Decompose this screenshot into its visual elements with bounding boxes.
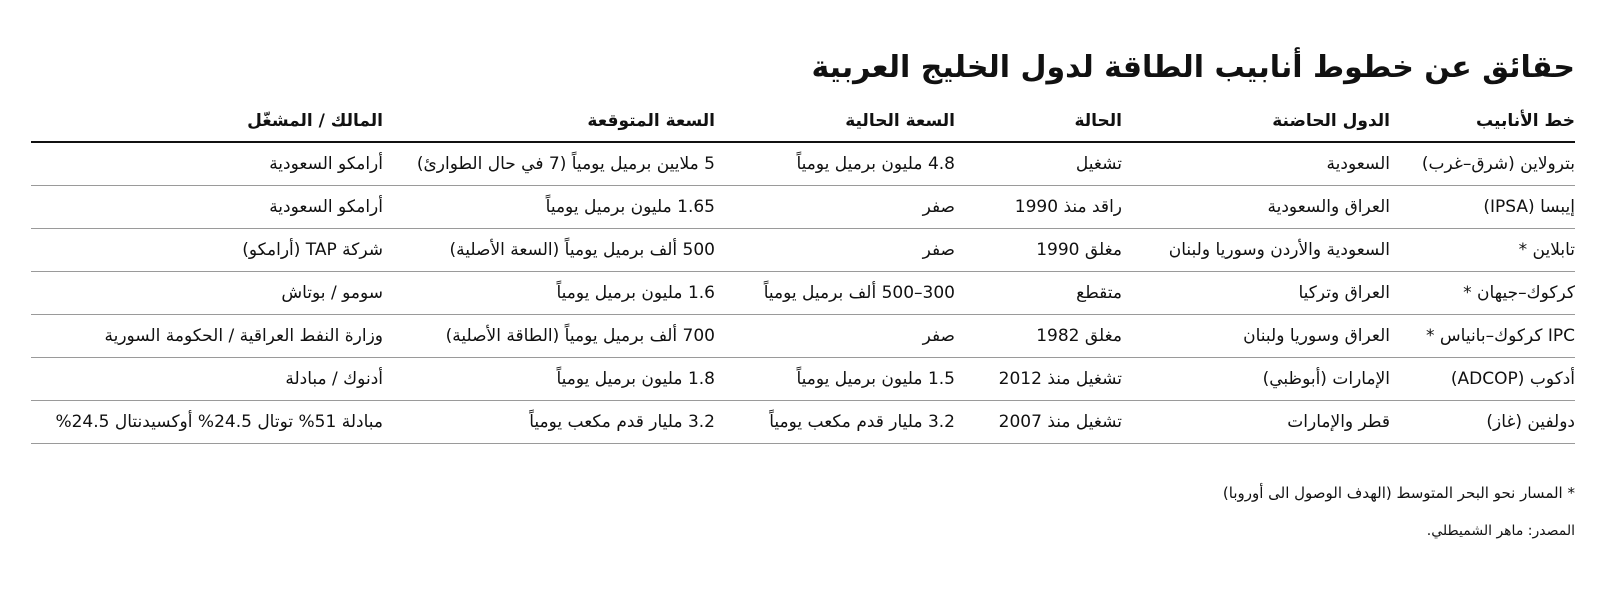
cell-owner-operator: مبادلة 51% توتال 24.5% أوكسيدنتال 24.5% [31, 401, 383, 444]
cell-current-capacity: 4.8 مليون برميل يومياً [715, 142, 955, 186]
cell-current-capacity: 3.2 مليار قدم مكعب يومياً [715, 401, 955, 444]
cell-pipeline: إيبسا (IPSA) [1390, 186, 1575, 229]
table-row [31, 315, 1575, 358]
cell-status: تشغيل منذ 2012 [955, 358, 1122, 401]
cell-owner-operator: وزارة النفط العراقية / الحكومة السورية [31, 315, 383, 358]
cell-pipeline: كركوك–جيهان * [1390, 272, 1575, 315]
cell-current-capacity: صفر [715, 186, 955, 229]
cell-pipeline: IPC كركوك–بانياس * [1390, 315, 1575, 358]
cell-host-countries: العراق والسعودية [1122, 186, 1390, 229]
cell-current-capacity: صفر [715, 229, 955, 272]
cell-status: مغلق 1990 [955, 229, 1122, 272]
page-title: حقائق عن خطوط أنابيب الطاقة لدول الخليج العربية [811, 50, 1575, 85]
cell-pipeline: بترولاين (شرق–غرب) [1390, 142, 1575, 186]
table-row [31, 142, 1575, 186]
cell-owner-operator: شركة TAP (أرامكو) [31, 229, 383, 272]
cell-current-capacity: 300–500 ألف برميل يومياً [715, 272, 955, 315]
cell-host-countries: العراق وتركيا [1122, 272, 1390, 315]
cell-status: متقطع [955, 272, 1122, 315]
column-header-current-capacity: السعة الحالية [715, 100, 955, 142]
pipelines-table [31, 100, 1575, 444]
cell-status: مغلق 1982 [955, 315, 1122, 358]
cell-status: تشغيل منذ 2007 [955, 401, 1122, 444]
cell-host-countries: العراق وسوريا ولبنان [1122, 315, 1390, 358]
cell-status: راقد منذ 1990 [955, 186, 1122, 229]
cell-expected-capacity: 3.2 مليار قدم مكعب يومياً [383, 401, 715, 444]
cell-expected-capacity: 1.65 مليون برميل يومياً [383, 186, 715, 229]
table-row [31, 358, 1575, 401]
table-row [31, 229, 1575, 272]
cell-expected-capacity: 5 ملايين برميل يومياً (7 في حال الطوارئ) [383, 142, 715, 186]
cell-pipeline: تابلاين * [1390, 229, 1575, 272]
column-header-host-countries: الدول الحاضنة [1122, 100, 1390, 142]
cell-expected-capacity: 700 ألف برميل يومياً (الطاقة الأصلية) [383, 315, 715, 358]
table-row [31, 272, 1575, 315]
cell-owner-operator: أدنوك / مبادلة [31, 358, 383, 401]
cell-expected-capacity: 1.8 مليون برميل يومياً [383, 358, 715, 401]
column-header-owner-operator: المالك / المشغّل [31, 100, 383, 142]
column-header-expected-capacity: السعة المتوقعة [383, 100, 715, 142]
column-header-pipeline: خط الأنابيب [1390, 100, 1575, 142]
cell-host-countries: الإمارات (أبوظبي) [1122, 358, 1390, 401]
column-header-status: الحالة [955, 100, 1122, 142]
cell-pipeline: دولفين (غاز) [1390, 401, 1575, 444]
table-header-row [31, 100, 1575, 142]
source-credit: المصدر: ماهر الشميطلي. [1426, 523, 1575, 539]
cell-host-countries: السعودية [1122, 142, 1390, 186]
cell-current-capacity: صفر [715, 315, 955, 358]
cell-host-countries: قطر والإمارات [1122, 401, 1390, 444]
infographic [31, 0, 1575, 592]
cell-owner-operator: أرامكو السعودية [31, 186, 383, 229]
cell-expected-capacity: 500 ألف برميل يومياً (السعة الأصلية) [383, 229, 715, 272]
cell-pipeline: أدكوب (ADCOP) [1390, 358, 1575, 401]
cell-expected-capacity: 1.6 مليون برميل يومياً [383, 272, 715, 315]
table-row [31, 401, 1575, 444]
footnote: * المسار نحو البحر المتوسط (الهدف الوصول الى أوروبا) [1222, 484, 1575, 502]
cell-status: تشغيل [955, 142, 1122, 186]
cell-host-countries: السعودية والأردن وسوريا ولبنان [1122, 229, 1390, 272]
cell-owner-operator: أرامكو السعودية [31, 142, 383, 186]
cell-owner-operator: سومو / بوتاش [31, 272, 383, 315]
table-row [31, 186, 1575, 229]
cell-current-capacity: 1.5 مليون برميل يومياً [715, 358, 955, 401]
